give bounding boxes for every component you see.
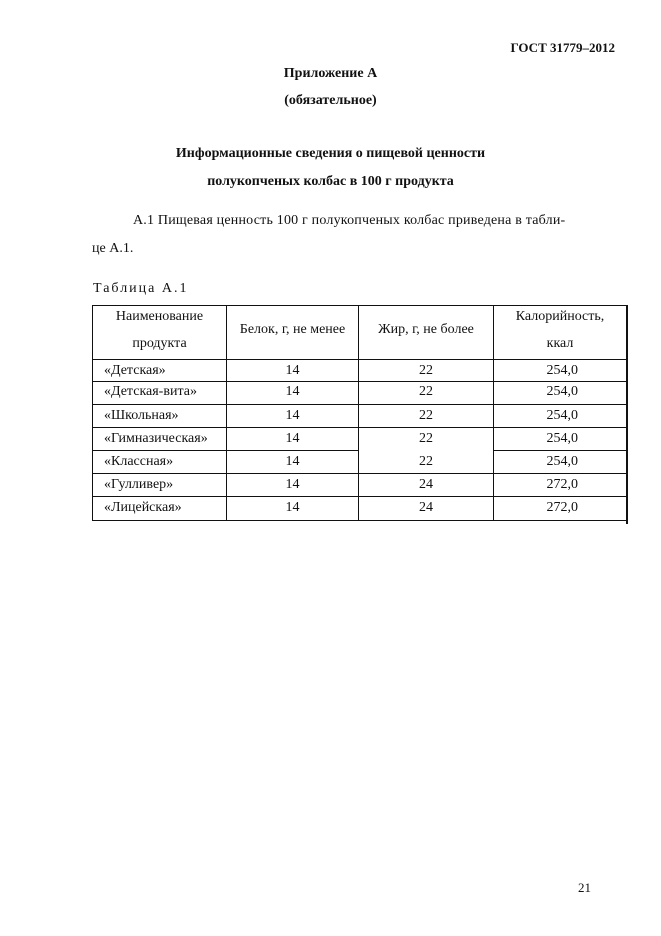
header-calories-line-1: Калорийность, <box>515 309 605 324</box>
paragraph-line-2: це А.1. <box>92 241 134 256</box>
appendix-status: (обязательное) <box>284 93 377 108</box>
header-name-line-2: продукта <box>132 336 187 351</box>
row-name: «Лицейская» <box>104 500 182 515</box>
row-calories: 254,0 <box>546 384 578 399</box>
row-fat: 22 <box>419 363 433 378</box>
paragraph-line-1: А.1 Пищевая ценность 100 г полукопченых колбас приведена в табли- <box>133 213 566 228</box>
page-number: 21 <box>578 880 591 895</box>
table-border-bottom <box>92 520 627 521</box>
row-name: «Гулливер» <box>104 477 174 492</box>
row-calories: 254,0 <box>546 363 578 378</box>
table-border-right <box>626 305 628 524</box>
header-protein: Белок, г, не менее <box>239 322 346 337</box>
table-row-separator <box>92 427 627 428</box>
appendix-title: Приложение А <box>283 66 378 81</box>
table-caption: Таблица А.1 <box>93 281 189 296</box>
table-header-separator <box>92 359 627 360</box>
table-border-top <box>92 305 627 306</box>
section-title-line-2: полукопченых колбас в 100 г продукта <box>207 174 454 189</box>
row-name: «Детская» <box>104 363 166 378</box>
row-fat: 22 <box>419 384 433 399</box>
row-calories: 272,0 <box>546 477 578 492</box>
table-row-separator <box>92 496 627 497</box>
header-name-line-1: Наименование <box>115 309 204 324</box>
row-protein: 14 <box>285 477 300 492</box>
row-fat: 22 <box>419 431 433 446</box>
row-fat: 24 <box>419 500 433 515</box>
row-protein: 14 <box>285 408 300 423</box>
row-fat: 22 <box>419 454 433 469</box>
header-fat: Жир, г, не более <box>378 322 474 337</box>
section-title-line-1: Информационные сведения о пищевой ценности <box>175 146 486 161</box>
table-row-separator <box>493 450 627 451</box>
table-row-separator <box>92 450 358 451</box>
row-name: «Классная» <box>104 454 174 469</box>
header-calories-line-2: ккал <box>546 336 574 351</box>
row-protein: 14 <box>285 454 300 469</box>
row-name: «Школьная» <box>104 408 179 423</box>
row-calories: 254,0 <box>546 454 578 469</box>
row-calories: 272,0 <box>546 500 578 515</box>
row-protein: 14 <box>285 431 300 446</box>
row-protein: 14 <box>285 500 300 515</box>
row-calories: 254,0 <box>546 431 578 446</box>
row-fat: 24 <box>419 477 433 492</box>
document-code: ГОСТ 31779–2012 <box>510 40 615 55</box>
table-row-separator <box>92 473 627 474</box>
row-protein: 14 <box>285 363 300 378</box>
row-name: «Детская-вита» <box>104 384 197 399</box>
row-calories: 254,0 <box>546 408 578 423</box>
row-protein: 14 <box>285 384 300 399</box>
table-row-separator <box>92 404 627 405</box>
row-name: «Гимназическая» <box>104 431 208 446</box>
table-row-separator <box>92 381 627 382</box>
row-fat: 22 <box>419 408 433 423</box>
